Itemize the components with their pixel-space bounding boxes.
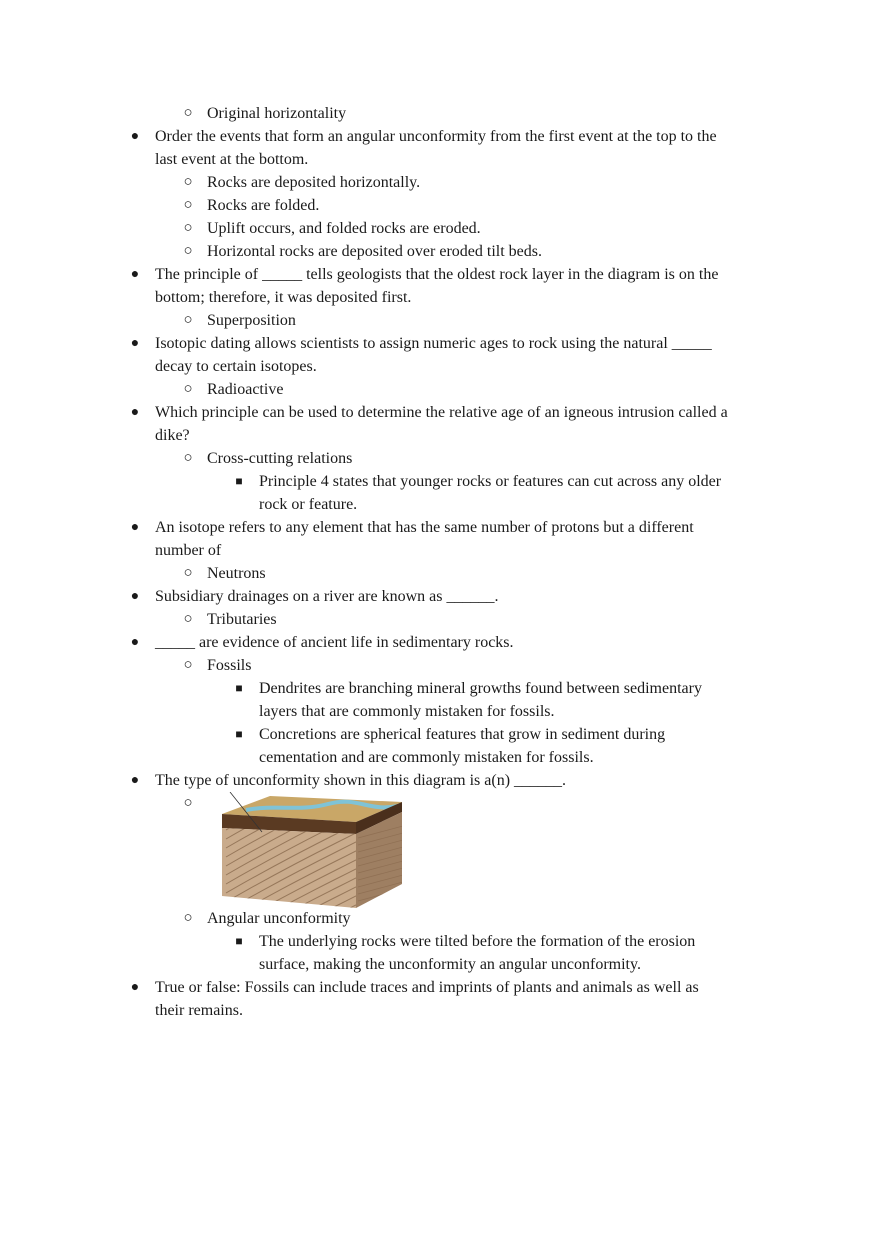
list-item-text: dike? [155, 427, 190, 444]
list-item-text: Fossils [207, 657, 252, 674]
square-bullet-icon: ■ [235, 681, 243, 695]
filled-bullet-icon: ● [130, 336, 140, 351]
list-item-text: The underlying rocks were tilted before the formation of the erosion [259, 933, 696, 950]
list-item-text: Uplift occurs, and folded rocks are eroded. [207, 220, 481, 237]
list-item-line [0, 516, 880, 539]
hollow-bullet-icon: ○ [183, 657, 193, 673]
filled-bullet-icon: ● [130, 773, 140, 788]
list-item-text: The principle of _____ tells geologists that the oldest rock layer in the diagram is on the [155, 266, 719, 283]
list-item-line [0, 424, 880, 447]
list-item-text: Superposition [207, 312, 296, 329]
hollow-bullet-icon: ○ [183, 910, 193, 926]
hollow-bullet-icon: ○ [183, 450, 193, 466]
list-item-line [0, 654, 880, 677]
unconformity-block-diagram [218, 792, 406, 910]
list-item-text: Angular unconformity [207, 910, 351, 927]
list-item-text: True or false: Fossils can include traces and imprints of plants and animals as well as [155, 979, 699, 996]
list-item-line [0, 447, 880, 470]
list-item-text: _____ are evidence of ancient life in sedimentary rocks. [155, 634, 514, 651]
list-item-line [0, 493, 880, 516]
list-item-line [0, 631, 880, 654]
list-item-text: Concretions are spherical features that grow in sediment during [259, 726, 666, 743]
list-item-text: Neutrons [207, 565, 266, 582]
list-item-text: Subsidiary drainages on a river are known as ______. [155, 588, 499, 605]
list-item-line [0, 999, 880, 1022]
list-item-text: Isotopic dating allows scientists to assign numeric ages to rock using the natural _____ [155, 335, 712, 352]
hollow-bullet-icon: ○ [183, 611, 193, 627]
hollow-bullet-icon: ○ [183, 381, 193, 397]
list-item-line [0, 976, 880, 999]
list-item-line [0, 700, 880, 723]
list-item-line [0, 585, 880, 608]
filled-bullet-icon: ● [130, 520, 140, 535]
hollow-bullet-icon: ○ [183, 220, 193, 236]
filled-bullet-icon: ● [130, 267, 140, 282]
square-bullet-icon: ■ [235, 727, 243, 741]
list-item-text: Radioactive [207, 381, 284, 398]
list-item-text: cementation and are commonly mistaken for fossils. [259, 749, 594, 766]
list-item-line [0, 562, 880, 585]
list-item-text: Cross-cutting relations [207, 450, 353, 467]
list-item-text: Horizontal rocks are deposited over eroded tilt beds. [207, 243, 542, 260]
hollow-bullet-icon: ○ [183, 565, 193, 581]
square-bullet-icon: ■ [235, 474, 243, 488]
list-item-line [0, 723, 880, 746]
list-item-text: Original horizontality [207, 105, 347, 122]
figure-list-item [0, 792, 880, 907]
list-item-line [0, 907, 880, 930]
list-item-text: An isotope refers to any element that has the same number of protons but a different [155, 519, 694, 536]
filled-bullet-icon: ● [130, 589, 140, 604]
filled-bullet-icon: ● [130, 980, 140, 995]
filled-bullet-icon: ● [130, 405, 140, 420]
list-item-text: Tributaries [207, 611, 277, 628]
list-item-text: bottom; therefore, it was deposited first. [155, 289, 412, 306]
hollow-bullet-icon: ○ [183, 197, 193, 213]
list-item-line [0, 148, 880, 171]
hollow-bullet-icon: ○ [183, 105, 193, 121]
list-item-text: number of [155, 542, 222, 559]
list-item-line [0, 953, 880, 976]
list-item-line [0, 102, 880, 125]
list-item-line [0, 286, 880, 309]
square-bullet-icon: ■ [235, 934, 243, 948]
list-item-text: Rocks are deposited horizontally. [207, 174, 421, 191]
list-item-text: Principle 4 states that younger rocks or features can cut across any older [259, 473, 722, 490]
list-item-text: layers that are commonly mistaken for fossils. [259, 703, 555, 720]
hollow-bullet-icon: ○ [183, 174, 193, 190]
document-page [0, 102, 880, 1022]
list-item-line [0, 263, 880, 286]
list-item-text: surface, making the unconformity an angular unconformity. [259, 956, 641, 973]
list-item-line [0, 171, 880, 194]
list-item-line [0, 240, 880, 263]
list-item-line [0, 930, 880, 953]
hollow-bullet-icon: ○ [183, 312, 193, 328]
list-item-line [0, 769, 880, 792]
list-item-text: rock or feature. [259, 496, 358, 513]
list-item-line [0, 332, 880, 355]
hollow-bullet-icon: ○ [183, 795, 193, 811]
list-item-line [0, 677, 880, 700]
list-item-line [0, 539, 880, 562]
list-item-line [0, 309, 880, 332]
list-item-line [0, 355, 880, 378]
list-item-text: Order the events that form an angular unconformity from the first event at the top to the [155, 128, 717, 145]
hollow-bullet-icon: ○ [183, 243, 193, 259]
list-item-text: Which principle can be used to determine the relative age of an igneous intrusion called a [155, 404, 728, 421]
list-item-text: Dendrites are branching mineral growths found between sedimentary [259, 680, 702, 697]
list-item-line [0, 608, 880, 631]
list-item-line [0, 125, 880, 148]
list-item-line [0, 378, 880, 401]
list-item-line [0, 746, 880, 769]
list-item-line [0, 401, 880, 424]
list-item-text: last event at the bottom. [155, 151, 309, 168]
list-item-line [0, 217, 880, 240]
list-item-line [0, 470, 880, 493]
list-item-text: Rocks are folded. [207, 197, 320, 214]
list-item-text: their remains. [155, 1002, 243, 1019]
filled-bullet-icon: ● [130, 129, 140, 144]
list-item-line [0, 194, 880, 217]
list-item-text: The type of unconformity shown in this diagram is a(n) ______. [155, 772, 567, 789]
filled-bullet-icon: ● [130, 635, 140, 650]
list-item-text: decay to certain isotopes. [155, 358, 317, 375]
